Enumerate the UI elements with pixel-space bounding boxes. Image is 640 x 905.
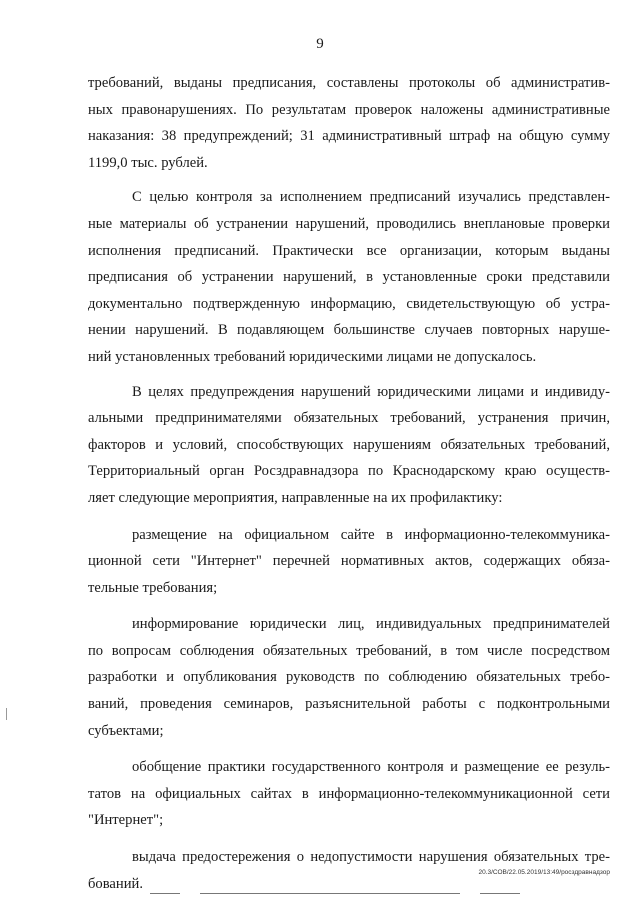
text-line: обобщение практики государственного контроля и размещение ее резуль-: [132, 759, 610, 776]
text-line: тельные требования;: [88, 579, 218, 596]
scan-artifact: [200, 893, 460, 894]
text-line: бований.: [88, 875, 143, 892]
text-line: В целях предупреждения нарушений юридическими лицами и индивиду-: [132, 383, 610, 400]
text-line: 1199,0 тыс. рублей.: [88, 154, 208, 171]
text-line: ных правонарушениях. По результатам проверок наложены административные: [88, 101, 610, 118]
text-line: выдача предостережения о недопустимости нарушения обязательных тре-: [132, 849, 610, 866]
text-line: ваний, проведения семинаров, разъяснительной работы с подконтрольными: [88, 696, 610, 713]
text-line: ний установленных требований юридическими лицами не допускалось.: [88, 348, 537, 365]
scan-artifact: [480, 893, 520, 894]
text-line: факторов и условий, способствующих нарушениям обязательных требований,: [88, 436, 610, 453]
scan-artifact: [6, 708, 7, 720]
text-line: наказания: 38 предупреждений; 31 административный штраф на общую сумму: [88, 128, 610, 145]
text-line: татов на официальных сайтах в информационно-телекоммуникационной сети: [88, 785, 610, 802]
text-line: информирование юридически лиц, индивидуальных предпринимателей: [132, 616, 610, 633]
document-body: [88, 70, 610, 897]
text-line: нении нарушений. В подавляющем большинстве случаев повторных наруше-: [88, 322, 610, 339]
text-line: исполнения предписаний. Практически все организации, которым выданы: [88, 242, 610, 259]
text-line: ные материалы об устранении нарушений, проводились внеплановые проверки: [88, 215, 610, 232]
text-line: ционной сети "Интернет" перечней нормативных актов, содержащих обяза-: [88, 553, 610, 570]
text-line: разработки и опубликования руководств по соблюдению обязательных требо-: [88, 669, 610, 686]
text-line: предписания об устранении нарушений, в установленные сроки представили: [88, 269, 610, 286]
text-line: "Интернет";: [88, 812, 164, 829]
page-number: 9: [316, 36, 324, 52]
text-line: субъектами;: [88, 722, 164, 739]
scan-artifact: [150, 893, 180, 894]
text-line: размещение на официальном сайте в информационно-телекоммуника-: [132, 526, 610, 543]
text-line: требований, выданы предписания, составлены протоколы об административ-: [88, 75, 610, 91]
text-line: по вопросам соблюдения обязательных требований, в том числе посредством: [88, 642, 610, 659]
text-line: Территориальный орган Росздравнадзора по Краснодарскому краю осуществ-: [88, 463, 610, 480]
footer-stamp: 20.3/СОВ/22.05.2019/13:49/росздравнадзор: [478, 869, 610, 876]
text-line: ляет следующие мероприятия, направленные на их профилактику:: [88, 489, 503, 506]
text-line: документально подтвержденную информацию, свидетельствующую об устра-: [88, 295, 610, 312]
text-line: альными предпринимателями обязательных требований, устранения причин,: [88, 410, 610, 427]
text-line: С целью контроля за исполнением предписаний изучались представлен-: [132, 189, 610, 206]
